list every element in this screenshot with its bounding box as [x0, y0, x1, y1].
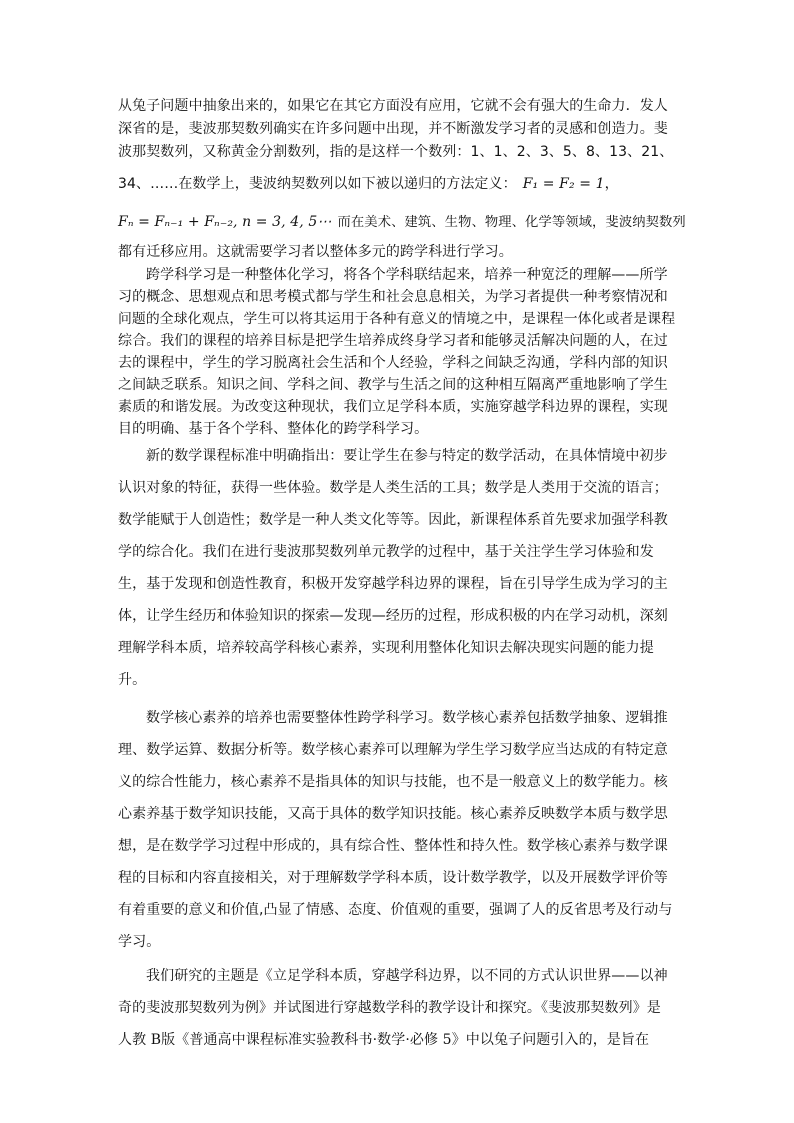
line-4-end: ， — [604, 176, 619, 192]
paragraph-3-line-3: 数学能赋于人创造性；数学是一种人类文化等等。因此，新课程体系首先要求加强学科教 — [118, 512, 668, 528]
paragraph-5-line-1: 我们研究的主题是《立足学科本质，穿越学科边界，以不同的方式认识世界——以神 — [146, 968, 668, 984]
paragraph-3-line-1: 新的数学课程标准中明确指出：要让学生在参与特定的数学活动，在具体情境中初步 — [146, 448, 668, 464]
paragraph-5-line-2: 奇的斐波那契数列为例》并试图进行穿越数学科的教学设计和探究。《斐波那契数列》是 — [118, 1000, 661, 1016]
paragraph-3-line-6: 体，让学生经历和体验知识的探索—发现—经历的过程，形成积极的内在学习动机，深刻 — [118, 608, 668, 624]
paragraph-2-line-8: 目的明确、基于各个学科、整体化的跨学科学习。 — [118, 421, 429, 437]
paragraph-1-line-6: 都有迁移应用。这就需要学习者以整体多元的跨学科进行学习。 — [118, 244, 513, 260]
paragraph-4-line-3: 义的综合性能力，核心素养不是指具体的知识与技能，也不是一般意义上的数学能力。核 — [118, 774, 668, 790]
paragraph-3-line-4: 学的综合化。我们在进行斐波那契数列单元教学的过程中，基于关注学生学习体验和发 — [118, 544, 654, 560]
paragraph-2-line-6: 之间缺乏联系。知识之间、学科之间、教学与生活之间的这种相互隔离严重地影响了学生 — [118, 377, 668, 393]
paragraph-3-line-2: 认识对象的特征，获得一些体验。数学是人类生活的工具；数学是人类用于交流的语言； — [118, 480, 668, 496]
paragraph-4-line-7: 有着重要的意义和价值,凸显了情感、态度、价值观的重要，强调了人的反省思考及行动与 — [118, 902, 673, 918]
paragraph-2-line-4: 综合。我们的课程的培养目标是把学生培养成终身学习者和能够灵活解决问题的人，在过 — [118, 333, 668, 349]
paragraph-4-line-2: 理、数学运算、数据分析等。数学核心素养可以理解为学生学习数学应当达成的有特定意 — [118, 742, 668, 758]
paragraph-4-line-5: 想，是在数学学习过程中形成的，具有综合性、整体性和持久性。数学核心素养与数学课 — [118, 838, 668, 854]
paragraph-4-line-1: 数学核心素养的培养也需要整体性跨学科学习。数学核心素养包括数学抽象、逻辑推 — [146, 710, 668, 726]
paragraph-4-line-6: 程的目标和内容直接相关，对于理解数学学科本质，设计数学教学，以及开展数学评价等 — [118, 870, 668, 886]
line-5-text: 而在美术、建筑、生物、物理、化学等领域，斐波纳契数列 — [337, 215, 686, 230]
paragraph-3-line-8: 升。 — [118, 672, 147, 688]
paragraph-3-line-5: 生，基于发现和创造性教育，积极开发穿越学科边界的课程，旨在引导学生成为学习的主 — [118, 576, 668, 592]
paragraph-1-line-5 — [118, 212, 686, 233]
paragraph-4-line-4: 心素养基于数学知识技能，又高于具体的数学知识技能。核心素养反映数学本质与数学思 — [118, 806, 668, 822]
paragraph-2-line-5: 去的课程中，学生的学习脱离社会生活和个人经验，学科之间缺乏沟通，学科内部的知识 — [118, 355, 668, 371]
paragraph-1-line-3: 波那契数列，又称黄金分割数列，指的是这样一个数列：1、1、2、3、5、8、13、21、 — [118, 144, 674, 160]
fibonacci-initial-formula: F₁ = F₂ = 1 — [522, 176, 605, 192]
line-4-text: 34、……在数学上，斐波纳契数列以如下被以递归的方法定义： — [118, 176, 517, 192]
paragraph-2-line-7: 素质的和谐发展。为改变这种现状，我们立足学科本质，实施穿越学科边界的课程，实现 — [118, 399, 668, 415]
paragraph-1-line-2: 深省的是，斐波那契数列确实在许多问题中出现，并不断激发学习者的灵感和创造力。斐 — [118, 121, 668, 137]
paragraph-2-line-3: 问题的全球化观点，学生可以将其运用于各种有意义的情境之中，是课程一体化或者是课程 — [118, 311, 676, 327]
paragraph-3-line-7: 理解学科本质，培养较高学科核心素养，实现利用整体化知识去解决现实问题的能力提 — [118, 640, 654, 656]
paragraph-4-line-8: 学习。 — [118, 934, 161, 950]
fibonacci-recurrence-formula: Fₙ = Fₙ₋₁ + Fₙ₋₂, n = 3, 4, 5⋯ — [118, 214, 332, 230]
paragraph-2-line-2: 习的概念、思想观点和思考模式都与学生和社会息息相关，为学习者提供一种考察情况和 — [118, 289, 668, 305]
paragraph-1-line-4 — [118, 174, 678, 194]
paragraph-2-line-1: 跨学科学习是一种整体化学习，将各个学科联结起来，培养一种宽泛的理解——所学 — [146, 267, 668, 283]
paragraph-1-line-1: 从兔子问题中抽象出来的，如果它在其它方面没有应用，它就不会有强大的生命力．发人 — [118, 98, 668, 114]
paragraph-5-line-3: 人教 B版《普通高中课程标准实验教科书·数学·必修 5》中以兔子问题引入的，是旨在 — [118, 1032, 650, 1048]
